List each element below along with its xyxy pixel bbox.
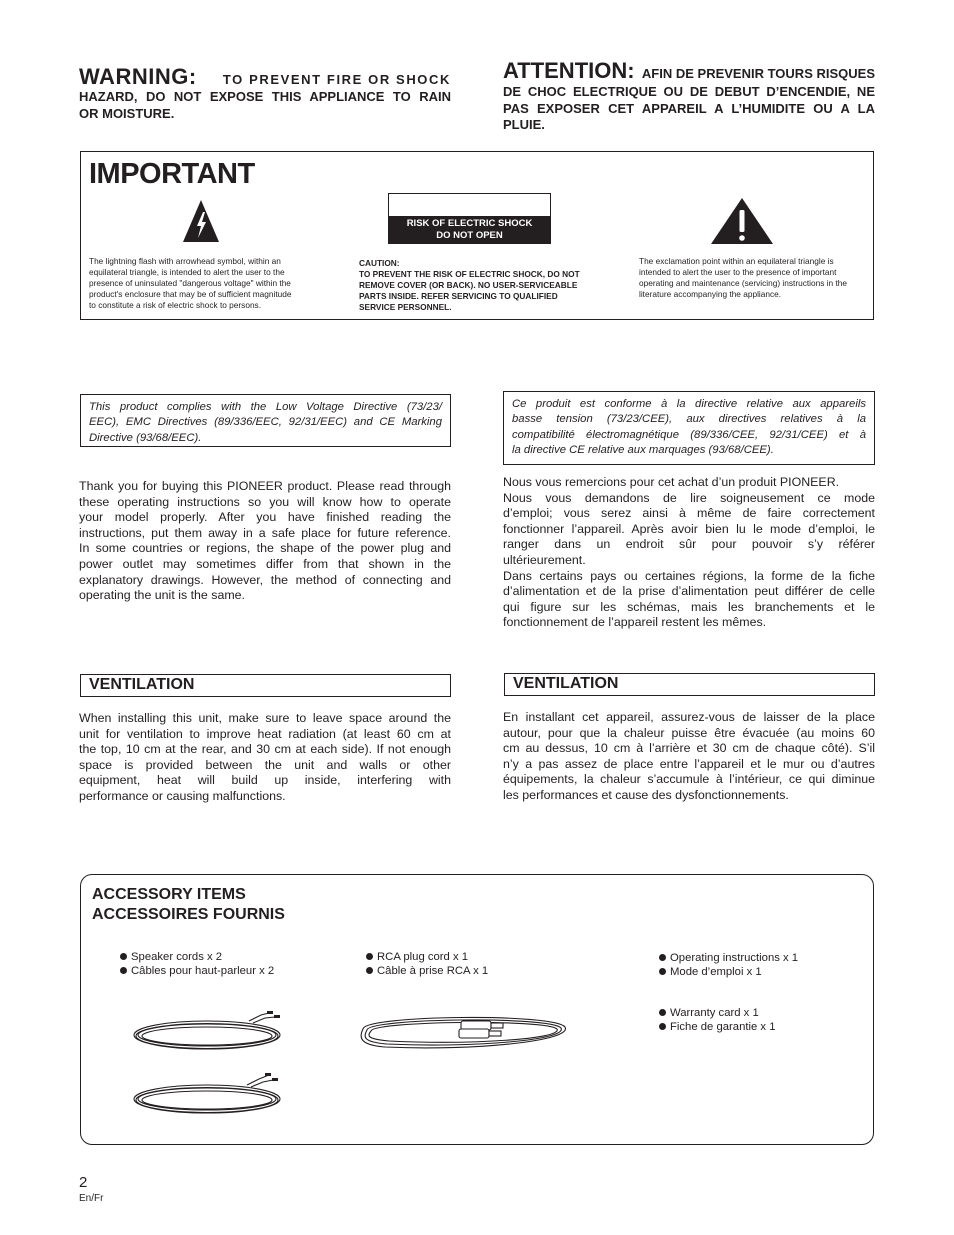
compliance-box-en: This product complies with the Low Voltage Directive (73/23/ EEC), EMC Directives (89/336/EEC, 92/31/EEC) and CE Marking Directive (93/68/EEC). [80,394,451,447]
intro-paragraph-fr: Nous vous remercions pour cet achat d’un produit PIONEER. Nous vous demandons de lire soigneusement ce mode d’emploi; vous serez ainsi à même de faire correctement fonctionner l’appareil. Après avoir bien lu le mode d’emploi, le ranger dans un endroit sûr pour pouvoir s’y référer ultérieurement. Dans certains pays ou certaines régions, la forme de la fiche d’alimentation et de la prise d’alimentation peut différer de celle qui figure sur les schémas, mais les branchements et le fonctionnement de l’appareil restent les mêmes. [503,475,875,630]
bullet-icon [659,968,666,975]
speaker-cords-item: Speaker cords x 2 Câbles pour haut-parleur x 2 [120,950,274,978]
bullet-icon [659,954,666,961]
compliance-box-fr: Ce produit est conforme à la directive relative aux appareils basse tension (73/23/CEE), aux directives relatives à la compatibilité électromagnétique (89/336/CEE, 92/31/CEE) et à la directive CE relative aux marquages (93/68/CEE). [503,391,875,465]
accessory-title: ACCESSORY ITEMS ACCESSOIRES FOURNIS [92,886,285,923]
bullet-icon [366,953,373,960]
warning-line3: OR MOISTURE. [79,105,175,121]
bullet-icon [659,1009,666,1016]
ventilation-heading-fr: VENTILATION [504,673,875,696]
operating-instructions-item: Operating instructions x 1 Mode d’emploi x 1 [659,951,798,979]
bullet-icon [120,953,127,960]
lightning-description: The lightning flash with arrowhead symbol, within an equilateral triangle, is intended to alert the user to the presence of uninsulated "dangerous voltage" within the product's enclosure that may be of sufficient magnitude to constitute a risk of electric shock to persons. [89,256,292,310]
bullet-icon [659,1023,666,1030]
attention-line2: DE CHOC ELECTRIQUE OU DE DEBUT D’ENCENDIE, NE [503,84,875,99]
lightning-warning-icon [182,198,220,244]
important-title: IMPORTANT [89,158,255,190]
important-box [80,151,874,320]
warning-title: WARNING: [79,64,197,89]
rca-cord-illustration [355,1007,577,1057]
attention-title: ATTENTION: [503,58,635,83]
speaker-cord-illustration [129,1071,289,1119]
attention-line3: PAS EXPOSER CET APPAREIL A L’HUMIDITE OU A LA [503,100,875,116]
risk-of-shock-label: RISK OF ELECTRIC SHOCK DO NOT OPEN [388,193,551,244]
rca-cord-item: RCA plug cord x 1 Câble à prise RCA x 1 [366,950,488,978]
ventilation-paragraph-fr: En installant cet appareil, assurez-vous de laisser de la place autour, pour que la chaleur puisse être évacuée (au moins 60 cm au dessus, 10 cm à l’arrière et 30 cm de chaque côté). S’il n’y a pas assez de place entre l’appareil et le mur ou d’autres équipements, la chaleur s’accumule à l’intérieur, ce qui diminue les performances et cause des dysfonctionnements. [503,710,875,802]
accessory-box [80,874,874,1145]
exclamation-warning-icon [709,196,775,246]
warranty-card-item: Warranty card x 1 Fiche de garantie x 1 [659,1006,776,1034]
bullet-icon [120,967,127,974]
attention-block [503,58,875,134]
attention-line1: AFIN DE PREVENIR TOURS RISQUES [641,66,875,81]
caution-text: CAUTION: TO PREVENT THE RISK OF ELECTRIC SHOCK, DO NOT REMOVE COVER (OR BACK). NO USER-SERVICEABLE PARTS INSIDE. REFER SERVICING TO QUALIFIED SERVICE PERSONNEL. [359,258,580,312]
page-number: 2 [79,1174,88,1191]
speaker-cord-illustration [129,1009,289,1057]
intro-paragraph-en: Thank you for buying this PIONEER product. Please read through these operating instructions so you will know how to operate your model properly. After you have finished reading the instructions, put them away in a safe place for future reference. In some countries or regions, the shape of the power plug and power outlet may sometimes differ from that shown in the explanatory drawings. However, the method of connecting and operating the unit is the same. [79,479,451,603]
attention-line4: PLUIE. [503,117,545,132]
ventilation-heading-en: VENTILATION [80,674,451,697]
bullet-icon [366,967,373,974]
warning-line2: HAZARD, DO NOT EXPOSE THIS APPLIANCE TO RAIN [79,89,451,104]
warning-block [79,64,451,122]
language-code: En/Fr [79,1193,104,1204]
exclamation-description: The exclamation point within an equilateral triangle is intended to alert the user to the presence of important operating and maintenance (servicing) instructions in the literature accompanying the appliance. [639,256,847,299]
ventilation-paragraph-en: When installing this unit, make sure to leave space around the unit for ventilation to improve heat radiation (at least 60 cm at the top, 10 cm at the rear, and 30 cm at each side). If not enough space is provided between the unit and walls or other equipment, heat will build up inside, interfering with performance or causing malfunctions. [79,711,451,803]
warning-line1: TO PREVENT FIRE OR SHOCK [222,72,451,87]
